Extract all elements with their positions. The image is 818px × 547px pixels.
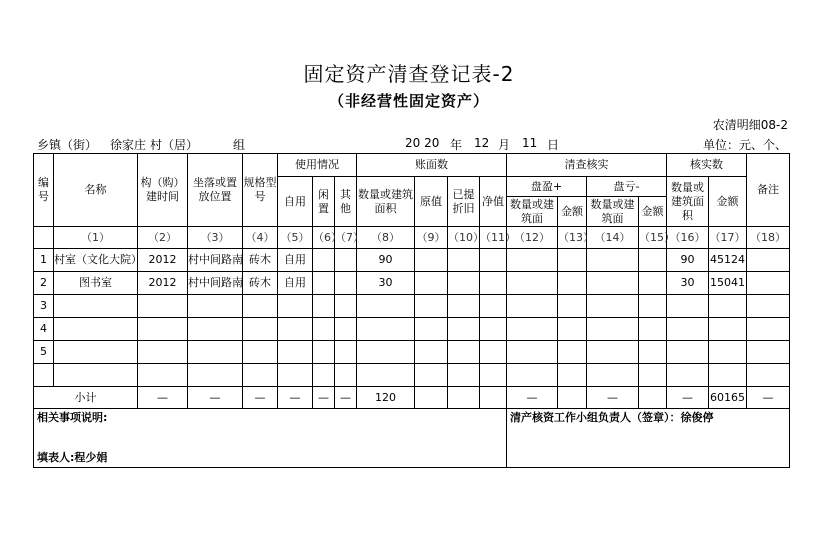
col-number: （16） [667,227,709,249]
col-number: （6） [313,227,335,249]
col-number: （7） [335,227,357,249]
village-name: 徐家庄 [110,138,147,152]
table-row [34,341,790,364]
row-remark[interactable] [747,364,790,387]
row-surplus-amount[interactable] [558,341,587,364]
row-no: 1 [34,249,54,272]
header-depreciation: 已提折旧 [448,177,480,227]
row-other[interactable] [335,249,357,272]
col-number: （3） [188,227,243,249]
row-idle[interactable] [313,341,335,364]
row-name[interactable] [54,364,138,387]
row-time[interactable]: 2012 [138,272,188,295]
col-number: （11） [480,227,507,249]
row-book-qty[interactable] [357,341,415,364]
row-loss-amount[interactable] [639,364,667,387]
row-no: 4 [34,318,54,341]
column-number-row [34,227,790,249]
row-time[interactable]: 2012 [138,249,188,272]
header-surplus-qty: 数量或建筑面 [507,197,558,227]
group-label: 组 [233,138,246,152]
row-loss-amount[interactable] [639,295,667,318]
row-book-qty[interactable] [357,295,415,318]
row-spec[interactable] [243,341,278,364]
table-row [34,364,790,387]
row-surplus-amount[interactable] [558,364,587,387]
row-name[interactable]: 村室（文化大院） [54,249,138,272]
row-no: 5 [34,341,54,364]
row-surplus-qty[interactable] [507,364,558,387]
col-number: （18） [747,227,790,249]
header-book: 账面数 [357,154,507,177]
row-ver-amount[interactable]: 45124 [709,249,747,272]
col-number: （5） [278,227,313,249]
row-loss-qty[interactable] [587,272,639,295]
row-ver-amount[interactable]: 15041 [709,272,747,295]
row-book-qty[interactable] [357,364,415,387]
notes-label: 相关事项说明: [37,411,108,424]
subtotal-dash: — [507,387,558,409]
table-row [34,318,790,341]
row-ver-qty[interactable]: 30 [667,272,709,295]
subtotal-dash: — [243,387,278,409]
subtotal-dash: — [138,387,188,409]
table-row [34,272,790,295]
row-depreciation[interactable] [448,272,480,295]
subtotal-dash: — [335,387,357,409]
row-ver-amount[interactable] [709,364,747,387]
col-number: （9） [415,227,448,249]
row-no: 3 [34,295,54,318]
row-book-qty[interactable]: 30 [357,272,415,295]
row-ver-qty[interactable] [667,295,709,318]
row-surplus-amount[interactable] [558,295,587,318]
row-ver-qty[interactable] [667,364,709,387]
row-loss-amount[interactable] [639,341,667,364]
row-location[interactable] [188,341,243,364]
subtotal-cell [558,387,587,409]
row-idle[interactable] [313,249,335,272]
header-loss: 盘亏- [587,177,667,197]
row-idle[interactable] [313,364,335,387]
row-name[interactable] [54,341,138,364]
row-no [34,364,54,387]
row-surplus-amount[interactable] [558,318,587,341]
col-number: （1） [54,227,138,249]
col-number: （2） [138,227,188,249]
row-ver-amount[interactable] [709,341,747,364]
row-loss-qty[interactable] [587,295,639,318]
row-loss-qty[interactable] [587,249,639,272]
row-book-qty[interactable] [357,318,415,341]
row-spec[interactable] [243,295,278,318]
row-surplus-qty[interactable] [507,272,558,295]
day-value: 11 [522,136,538,150]
header-self-use: 自用 [278,177,313,227]
row-book-qty[interactable]: 90 [357,249,415,272]
row-surplus-amount[interactable] [558,272,587,295]
col-number: （14） [587,227,639,249]
row-orig-value[interactable] [415,341,448,364]
row-ver-qty[interactable]: 90 [667,249,709,272]
row-remark[interactable] [747,272,790,295]
row-depreciation[interactable] [448,341,480,364]
leader-cell[interactable] [507,409,790,468]
header-build-time: 构（购）建时间 [138,154,188,227]
row-name[interactable] [54,295,138,318]
township-label: 乡镇（街） [37,138,98,152]
row-name[interactable]: 图书室 [54,272,138,295]
subtotal-cell [415,387,448,409]
row-other[interactable] [335,364,357,387]
row-orig-value[interactable] [415,318,448,341]
subtotal-dash: — [667,387,709,409]
row-net-value[interactable] [480,249,507,272]
row-time[interactable] [138,341,188,364]
header-seq: 编号 [34,154,54,227]
col-number: （10） [448,227,480,249]
row-depreciation[interactable] [448,364,480,387]
header-idle: 闲置 [313,177,335,227]
header-surplus: 盘盈+ [507,177,587,197]
subtotal-label: 小计 [34,387,138,409]
row-net-value[interactable] [480,364,507,387]
row-ver-amount[interactable] [709,295,747,318]
header-remark: 备注 [747,154,790,227]
subtotal-dash: — [747,387,790,409]
row-spec[interactable] [243,318,278,341]
header-book-qty: 数量或建筑面积 [357,177,415,227]
row-spec[interactable]: 砖木 [243,272,278,295]
row-self-use[interactable] [278,341,313,364]
row-orig-value[interactable] [415,272,448,295]
subtotal-dash: — [313,387,335,409]
header-ver-amount: 金额 [709,177,747,227]
row-other[interactable] [335,341,357,364]
row-ver-qty[interactable] [667,341,709,364]
row-time[interactable] [138,318,188,341]
row-other[interactable] [335,295,357,318]
header-net-value: 净值 [480,177,507,227]
row-time[interactable] [138,295,188,318]
row-orig-value[interactable] [415,364,448,387]
table-row [34,295,790,318]
row-location[interactable] [188,295,243,318]
row-location[interactable]: 村中间路南 [188,249,243,272]
row-surplus-qty[interactable] [507,295,558,318]
subtotal-ver-amount: 60165 [709,387,747,409]
header-loss-qty: 数量或建筑面 [587,197,639,227]
subtotal-dash: — [278,387,313,409]
row-other[interactable] [335,272,357,295]
row-loss-qty[interactable] [587,341,639,364]
subtotal-book-qty: 120 [357,387,415,409]
row-surplus-amount[interactable] [558,249,587,272]
header-name: 名称 [54,154,138,227]
village-label: 村（居） [150,138,199,152]
row-self-use[interactable]: 自用 [278,272,313,295]
row-net-value[interactable] [480,341,507,364]
year-label: 年 [450,138,463,152]
header-orig-value: 原值 [415,177,448,227]
row-remark[interactable] [747,341,790,364]
subtotal-row [34,387,790,409]
row-self-use[interactable]: 自用 [278,249,313,272]
row-loss-qty[interactable] [587,318,639,341]
row-surplus-qty[interactable] [507,318,558,341]
header-location: 坐落或置放位置 [188,154,243,227]
header-ver-qty: 数量或建筑面积 [667,177,709,227]
col-number: （12） [507,227,558,249]
row-remark[interactable] [747,318,790,341]
row-ver-amount[interactable] [709,318,747,341]
row-self-use[interactable] [278,318,313,341]
row-net-value[interactable] [480,295,507,318]
row-idle[interactable] [313,318,335,341]
month-value: 12 [474,136,490,150]
row-orig-value[interactable] [415,249,448,272]
row-net-value[interactable] [480,272,507,295]
row-no: 2 [34,272,54,295]
asset-table [33,153,790,468]
subtotal-dash: — [587,387,639,409]
col-number: （8） [357,227,415,249]
row-loss-amount[interactable] [639,318,667,341]
header-check: 清查核实 [507,154,667,177]
row-ver-qty[interactable] [667,318,709,341]
header-surplus-amount: 金额 [558,197,587,227]
form-subtitle: （非经营性固定资产） [328,92,489,110]
header-usage: 使用情况 [278,154,357,177]
col-number: （15） [639,227,667,249]
row-depreciation[interactable] [448,295,480,318]
row-loss-amount[interactable] [639,249,667,272]
row-self-use[interactable] [278,295,313,318]
row-loss-qty[interactable] [587,364,639,387]
row-time[interactable] [138,364,188,387]
row-name[interactable] [54,318,138,341]
subtotal-cell [448,387,480,409]
unit-label: 单位：元、个、 [703,138,788,152]
header-spec: 规格型号 [243,154,278,227]
row-spec[interactable]: 砖木 [243,249,278,272]
year-value: 20 20 [405,136,440,150]
row-location[interactable]: 村中间路南 [188,272,243,295]
row-surplus-qty[interactable] [507,249,558,272]
subtotal-cell [639,387,667,409]
blank-cell [34,227,54,249]
month-label: 月 [498,138,511,152]
row-depreciation[interactable] [448,318,480,341]
row-net-value[interactable] [480,318,507,341]
row-location[interactable] [188,364,243,387]
header-verified: 核实数 [667,154,747,177]
row-other[interactable] [335,318,357,341]
subtotal-cell [480,387,507,409]
col-number: （4） [243,227,278,249]
form-title: 固定资产清查登记表-2 [303,62,515,86]
notes-cell[interactable] [34,409,507,468]
row-idle[interactable] [313,295,335,318]
header-loss-amount: 金额 [639,197,667,227]
row-depreciation[interactable] [448,249,480,272]
filler-label: 填表人:程少娟 [37,451,108,464]
row-remark[interactable] [747,249,790,272]
form-code: 农清明细08-2 [712,118,788,132]
subtotal-dash: — [188,387,243,409]
row-surplus-qty[interactable] [507,341,558,364]
col-number: （13） [558,227,587,249]
row-idle[interactable] [313,272,335,295]
row-spec[interactable] [243,364,278,387]
row-location[interactable] [188,318,243,341]
footer-row [34,409,790,468]
col-number: （17） [709,227,747,249]
row-remark[interactable] [747,295,790,318]
leader-label: 清产核资工作小组负责人（签章）：徐俊停 [510,411,714,424]
header-other: 其他 [335,177,357,227]
table-row [34,249,790,272]
row-loss-amount[interactable] [639,272,667,295]
row-orig-value[interactable] [415,295,448,318]
day-label: 日 [547,138,560,152]
row-self-use[interactable] [278,364,313,387]
